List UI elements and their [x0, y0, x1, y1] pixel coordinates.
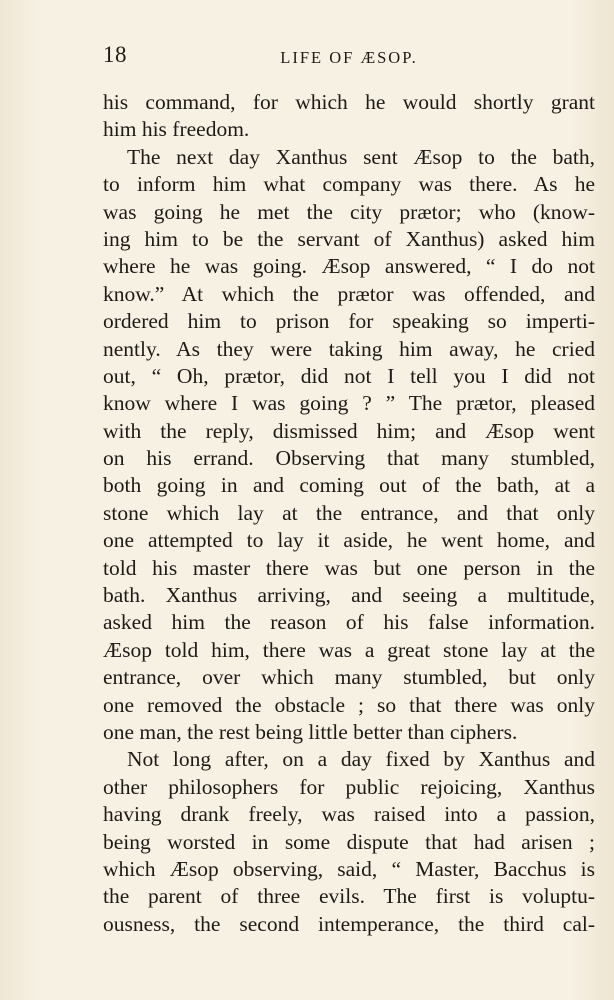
text-line: out, “ Oh, prætor, did not I tell you I did not	[103, 363, 595, 388]
text-line: having drank freely, was raised into a passion,	[103, 802, 595, 827]
text-line: to inform him what company was there. As he	[103, 172, 595, 197]
text-line: was going he met the city prætor; who (know-	[103, 199, 595, 224]
text-line: where he was going. Æsop answered, “ I do not	[103, 254, 595, 279]
running-title: LIFE OF ÆSOP.	[280, 48, 418, 67]
page-number: 18	[103, 42, 127, 67]
text-line: nently. As they were taking him away, he cried	[103, 336, 595, 361]
text-line: entrance, over which many stumbled, but only	[103, 665, 595, 690]
text-line: with the reply, dismissed him; and Æsop went	[103, 418, 595, 443]
text-line: told his master there was but one person in the	[103, 555, 595, 580]
text-line: asked him the reason of his false information.	[103, 610, 595, 635]
text-line: know.” At which the prætor was offended, and	[103, 281, 595, 306]
page-header	[103, 42, 595, 74]
text-line: the parent of three evils. The first is voluptu-	[103, 884, 595, 909]
text-line: on his errand. Observing that many stumbled,	[103, 446, 595, 471]
text-line: ousness, the second intemperance, the third cal-	[103, 911, 595, 936]
text-line: Æsop told him, there was a great stone lay at the	[103, 637, 595, 662]
text-line: know where I was going ? ” The prætor, pleased	[103, 391, 595, 416]
text-line: being worsted in some dispute that had arisen ;	[103, 829, 595, 854]
body-text	[103, 89, 595, 938]
text-line: Not long after, on a day fixed by Xanthus and	[127, 747, 595, 772]
text-line: his command, for which he would shortly grant	[103, 90, 595, 114]
text-line: one removed the obstacle ; so that there was only	[103, 692, 595, 717]
text-line: ing him to be the servant of Xanthus) asked him	[103, 226, 595, 251]
text-line: The next day Xanthus sent Æsop to the bath,	[127, 144, 595, 169]
text-line: bath. Xanthus arriving, and seeing a multitude,	[103, 583, 595, 608]
text-line: him his freedom.	[103, 117, 250, 142]
text-line: one attempted to lay it aside, he went home, and	[103, 528, 595, 553]
text-line: other philosophers for public rejoicing, Xanthus	[103, 774, 595, 799]
text-line: stone which lay at the entrance, and that only	[103, 500, 595, 525]
text-line: one man, the rest being little better than ciphers.	[103, 719, 518, 744]
text-line: which Æsop observing, said, “ Master, Bacchus is	[103, 856, 595, 881]
text-line: ordered him to prison for speaking so imperti-	[103, 309, 595, 334]
text-line: both going in and coming out of the bath, at a	[103, 473, 595, 498]
